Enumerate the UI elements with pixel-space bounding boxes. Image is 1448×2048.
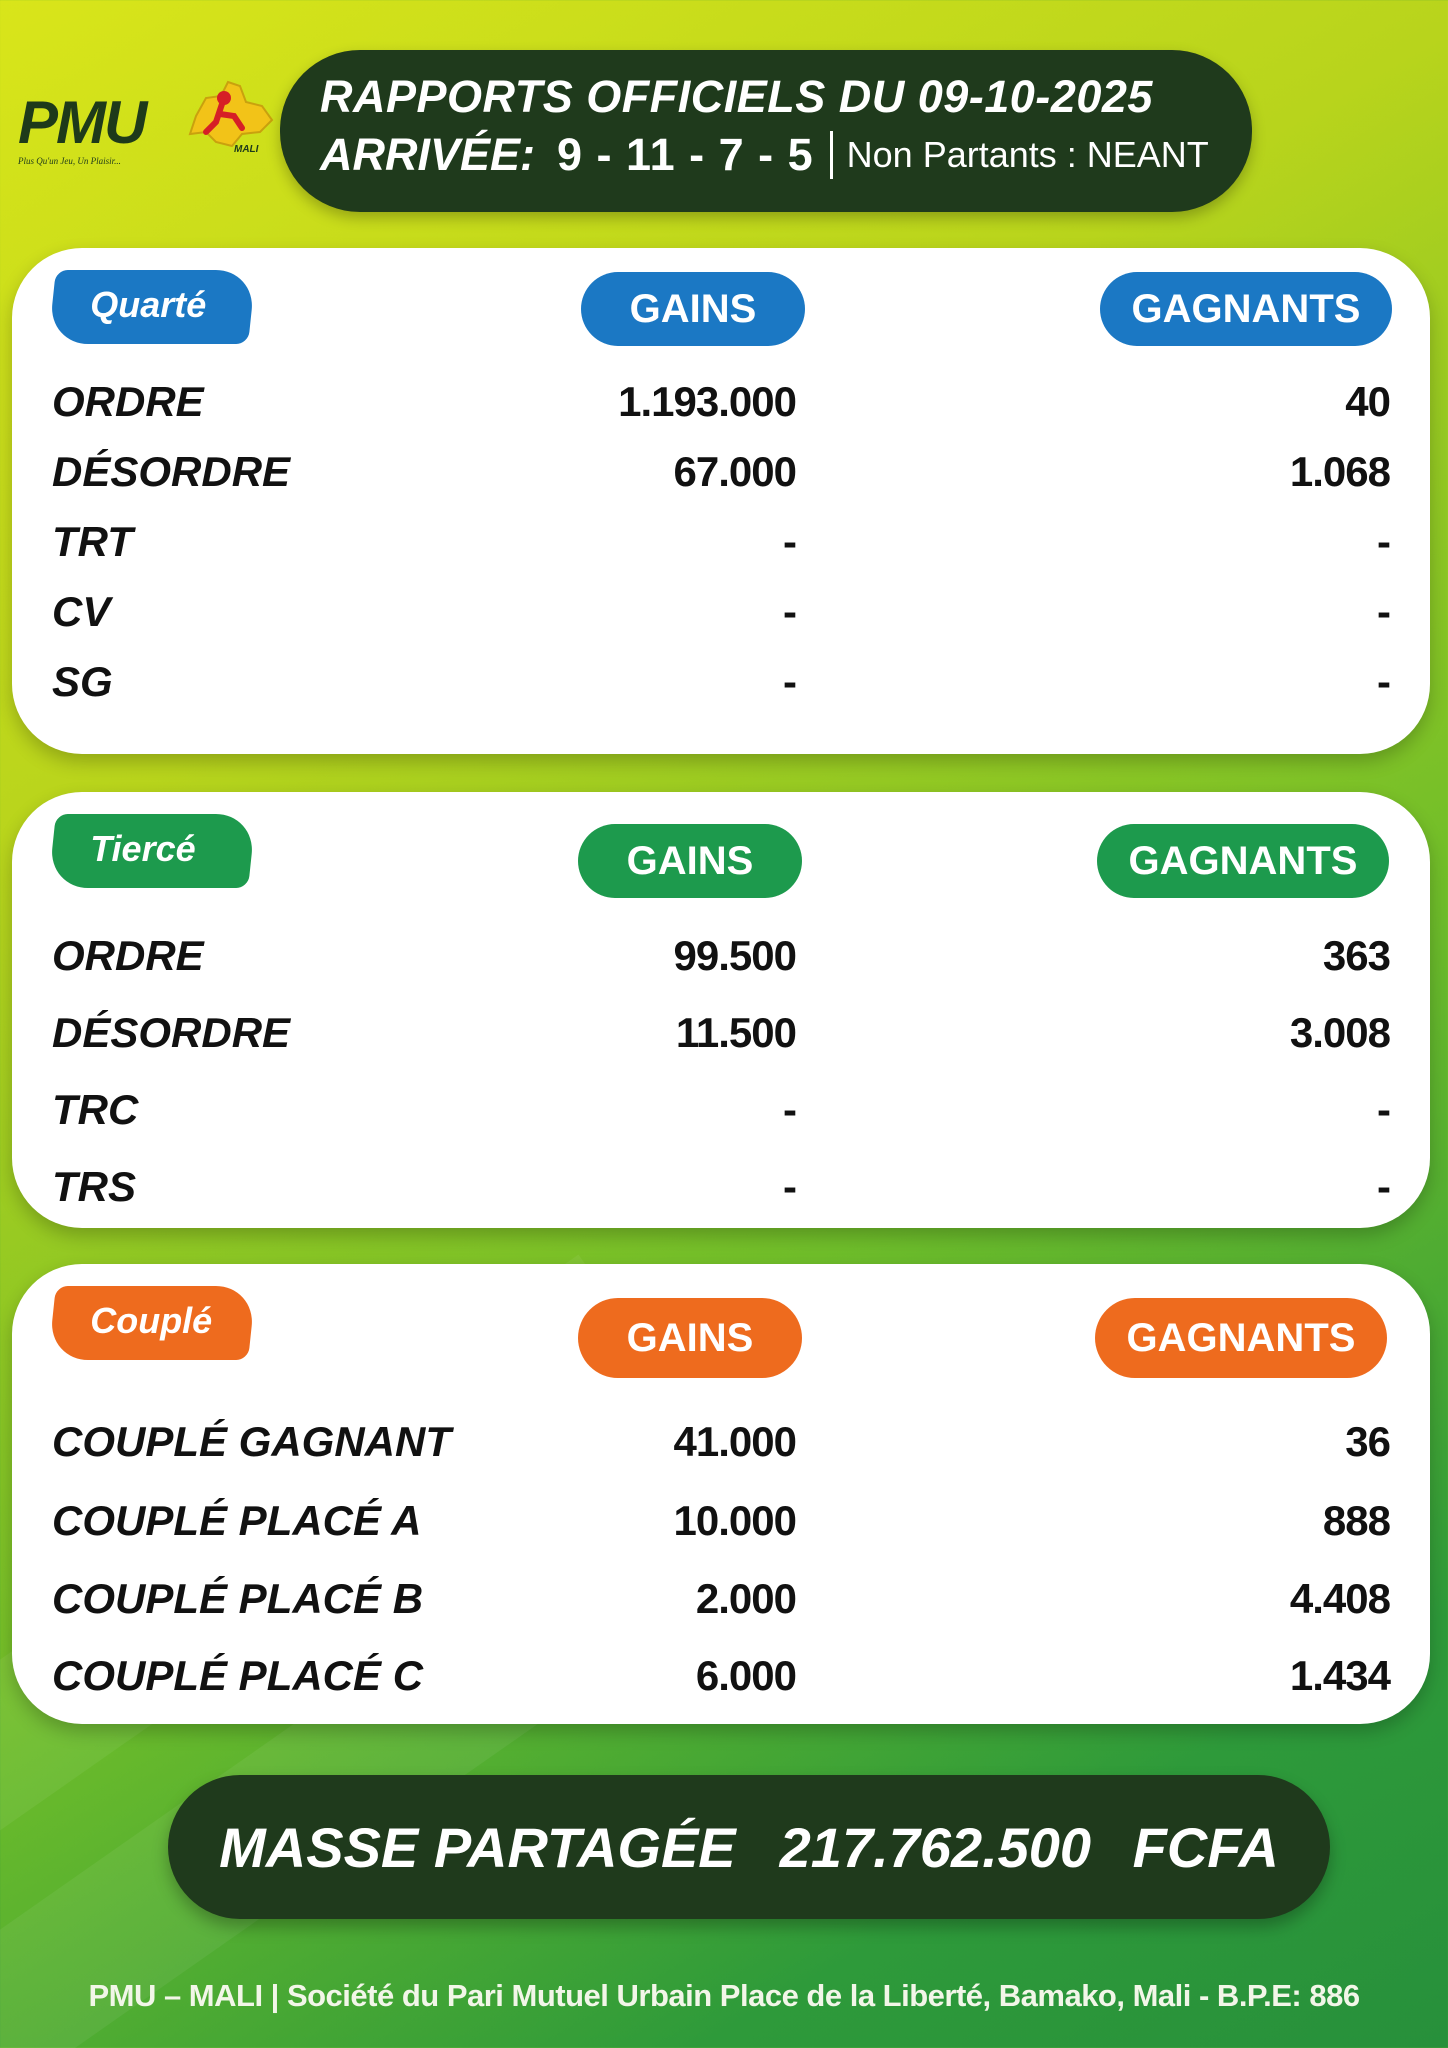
row-gagnants: 40 <box>1345 378 1390 425</box>
table-row <box>52 1086 1390 1156</box>
row-label: COUPLÉ PLACÉ C <box>52 1652 424 1699</box>
row-gains: 10.000 <box>673 1497 796 1544</box>
logo-tagline: Plus Qu'un Jeu, Un Plaisir... <box>18 156 121 166</box>
row-gains: - <box>783 1086 796 1133</box>
tierce-tag: Tiercé <box>48 814 256 888</box>
table-row <box>52 1418 1390 1488</box>
row-gagnants: - <box>1377 518 1390 565</box>
logo-name: PMU <box>18 89 146 156</box>
row-gagnants: 888 <box>1322 1497 1390 1544</box>
table-row <box>52 448 1390 518</box>
gagnants-header: GAGNANTS <box>1100 272 1392 346</box>
table-row <box>52 588 1390 658</box>
table-row <box>52 1497 1390 1567</box>
arrivee-value: 9 - 11 - 7 - 5 <box>557 129 814 180</box>
gagnants-header: GAGNANTS <box>1095 1298 1387 1378</box>
row-label: TRS <box>52 1163 136 1210</box>
report-title: RAPPORTS OFFICIELS DU 09-10-2025 <box>320 71 1153 122</box>
row-gains: 41.000 <box>673 1418 796 1465</box>
row-label: CV <box>52 588 111 635</box>
row-label: TRC <box>52 1086 139 1133</box>
row-gagnants: - <box>1377 588 1390 635</box>
row-label: COUPLÉ PLACÉ A <box>52 1497 422 1544</box>
row-gains: 99.500 <box>673 932 796 979</box>
pmu-logo <box>14 70 274 170</box>
table-row <box>52 1575 1390 1645</box>
row-gains: 1.193.000 <box>618 378 796 425</box>
row-gains: - <box>783 588 796 635</box>
table-row <box>52 1652 1390 1722</box>
row-gagnants: 4.408 <box>1289 1575 1390 1622</box>
row-gains: 11.500 <box>675 1009 796 1056</box>
total-currency: FCFA <box>1132 1815 1279 1879</box>
table-row <box>52 1009 1390 1079</box>
row-label: DÉSORDRE <box>52 1009 291 1056</box>
quarte-tag: Quarté <box>48 270 256 344</box>
row-label: TRT <box>52 518 133 565</box>
row-gagnants: - <box>1377 1086 1390 1133</box>
table-row <box>52 658 1390 728</box>
gains-header: GAINS <box>578 1298 802 1378</box>
non-partants: Non Partants : NEANT <box>846 134 1209 175</box>
row-gagnants: 1.068 <box>1289 448 1390 495</box>
quarte-card <box>12 248 1430 754</box>
row-gagnants: 3.008 <box>1289 1009 1390 1056</box>
row-gains: - <box>783 1163 796 1210</box>
total-label: MASSE PARTAGÉE <box>219 1815 736 1879</box>
row-label: COUPLÉ PLACÉ B <box>52 1575 424 1622</box>
tierce-card <box>12 792 1430 1228</box>
row-label: DÉSORDRE <box>52 448 291 495</box>
arrivee-label: ARRIVÉE: <box>320 129 536 180</box>
couple-tag: Couplé <box>48 1286 256 1360</box>
row-gains: 67.000 <box>673 448 796 495</box>
row-gains: 6.000 <box>695 1652 796 1699</box>
gains-header: GAINS <box>578 824 802 898</box>
row-gains: 2.000 <box>695 1575 796 1622</box>
row-gagnants: - <box>1377 1163 1390 1210</box>
logo-country: MALI <box>234 144 259 155</box>
row-label: ORDRE <box>52 378 204 425</box>
row-gains: - <box>783 518 796 565</box>
couple-card <box>12 1264 1430 1724</box>
table-row <box>52 518 1390 588</box>
row-label: ORDRE <box>52 932 204 979</box>
divider <box>830 131 833 179</box>
total-value: 217.762.500 <box>779 1815 1092 1879</box>
gains-header: GAINS <box>581 272 805 346</box>
row-gagnants: 363 <box>1322 932 1390 979</box>
table-row <box>52 1163 1390 1233</box>
row-gains: - <box>783 658 796 705</box>
table-row <box>52 378 1390 448</box>
row-gagnants: - <box>1377 658 1390 705</box>
table-row <box>52 932 1390 1002</box>
row-label: SG <box>52 658 113 705</box>
row-gagnants: 36 <box>1345 1418 1390 1465</box>
footer-address: PMU – MALI | Société du Pari Mutuel Urbain Place de la Liberté, Bamako, Mali - B.P.E: 886 <box>88 1978 1360 2013</box>
gagnants-header: GAGNANTS <box>1097 824 1389 898</box>
report-header <box>280 50 1252 212</box>
masse-partagee-banner <box>168 1775 1330 1919</box>
row-label: COUPLÉ GAGNANT <box>52 1418 451 1465</box>
mali-map-icon <box>176 76 276 152</box>
row-gagnants: 1.434 <box>1289 1652 1390 1699</box>
